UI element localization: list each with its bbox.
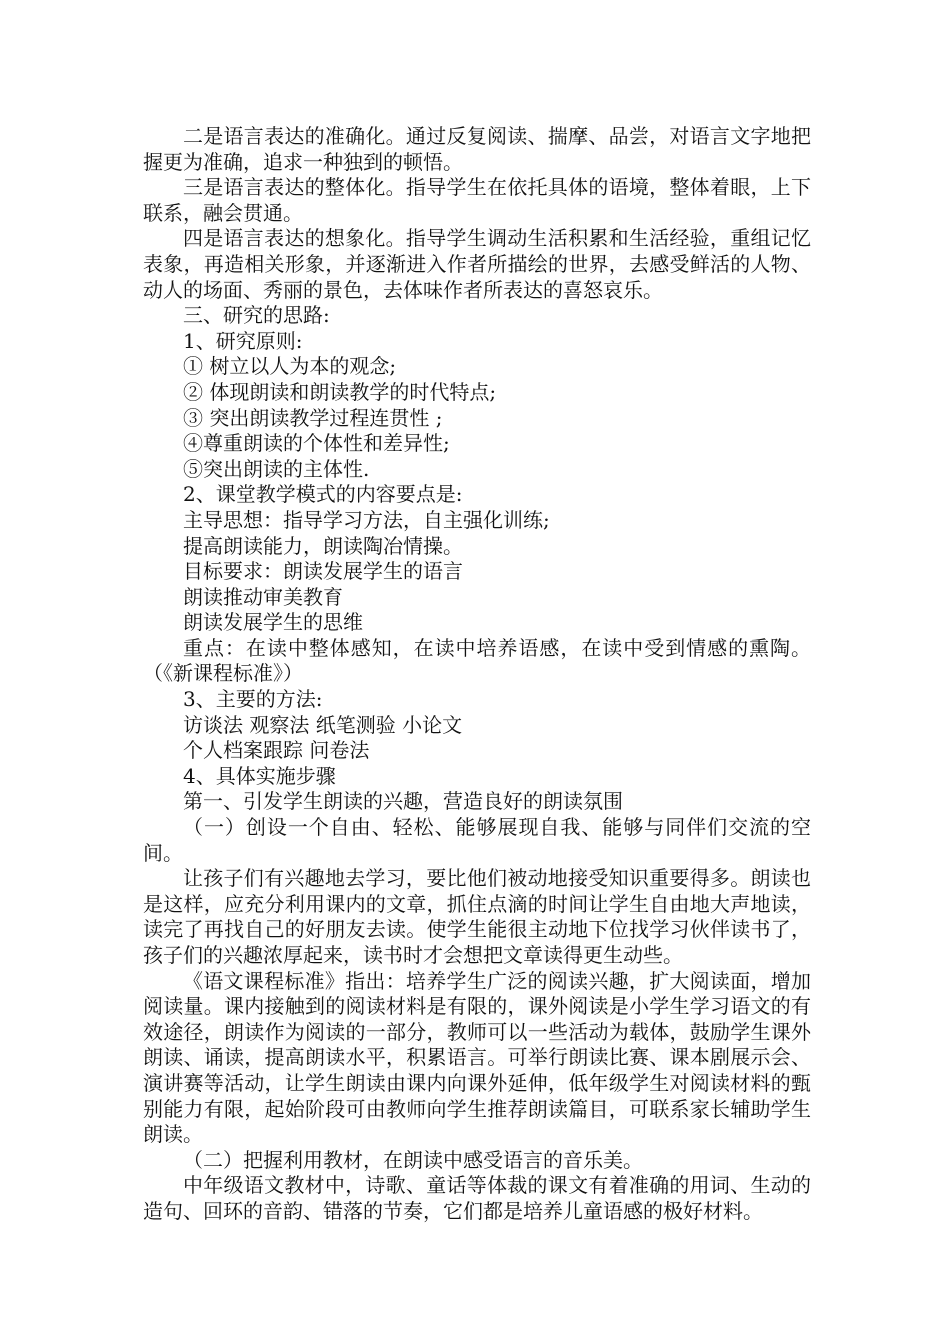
paragraph: 三是语言表达的整体化。指导学生在依托具体的语境，整体着眼，上下联系，融会贯通。 [143, 175, 811, 225]
list-item: ④尊重朗读的个体性和差异性; [183, 431, 450, 456]
paragraph: （一）创设一个自由、轻松、能够展现自我、能够与同伴们交流的空间。 [143, 815, 811, 865]
text-line: 提高朗读能力，朗读陶冶情操。 [183, 533, 463, 558]
list-item: ② 体现朗读和朗读教学的时代特点; [183, 379, 497, 404]
list-item: ③ 突出朗读教学过程连贯性 ; [183, 405, 443, 430]
subsection-heading: 2、课堂教学模式的内容要点是: [183, 482, 463, 507]
text-line: 朗读推动审美教育 [183, 584, 343, 609]
list-item: ⑤突出朗读的主体性. [183, 456, 370, 481]
text-line: 访谈法 观察法 纸笔测验 小论文 [183, 712, 463, 737]
text-line: 朗读发展学生的思维 [183, 610, 363, 635]
paragraph: 二是语言表达的准确化。通过反复阅读、揣摩、品尝，对语言文字地把握更为准确，追求一种独到的顿悟。 [143, 124, 811, 174]
paragraph: 中年级语文教材中，诗歌、童话等体裁的课文有着准确的用词、生动的造句、回环的音韵、错落的节奏，它们都是培养儿童语感的极好材料。 [143, 1173, 811, 1223]
text-line: 个人档案跟踪 问卷法 [183, 738, 370, 763]
paragraph: 四是语言表达的想象化。指导学生调动生活积累和生活经验，重组记忆表象，再造相关形象，并逐渐进入作者所描绘的世界，去感受鲜活的人物、动人的场面、秀丽的景色，去体味作者所表达的喜怒哀乐。 [143, 226, 811, 302]
subsection-heading: 3、主要的方法: [183, 687, 323, 712]
paragraph: 让孩子们有兴趣地去学习，要比他们被动地接受知识重要得多。朗读也是这样，应充分利用课内的文章，抓住点滴的时间让学生自由地大声地读，读完了再找自己的好朋友去读。使学生能很主动地下位找学习伙伴读书了，孩子们的兴趣浓厚起来，读书时才会想把文章读得更生动些。 [143, 866, 811, 967]
list-item: ① 树立以人为本的观念; [183, 354, 397, 379]
text-line: （二）把握利用教材，在朗读中感受语言的音乐美。 [183, 1147, 643, 1172]
step-heading: 第一、引发学生朗读的兴趣，营造良好的朗读氛围 [183, 789, 623, 814]
text-line: 主导思想：指导学习方法，自主强化训练; [183, 507, 550, 532]
text-line: 目标要求：朗读发展学生的语言 [183, 559, 463, 584]
paragraph: 重点：在读中整体感知，在读中培养语感，在读中受到情感的熏陶。（《新课程标准》） [143, 635, 811, 686]
subsection-heading: 1、研究原则: [183, 328, 303, 353]
document-body [143, 124, 811, 1225]
section-heading: 三、研究的思路: [183, 303, 330, 328]
paragraph: 《语文课程标准》指出：培养学生广泛的阅读兴趣，扩大阅读面，增加阅读量。课内接触到的阅读材料是有限的，课外阅读是小学生学习语文的有效途径，朗读作为阅读的一部分，教师可以一些活动为载体，鼓励学生课外朗读、诵读，提高朗读水平，积累语言。可举行朗读比赛、课本剧展示会、演讲赛等活动，让学生朗读由课内向课外延伸，低年级学生对阅读材料的甄别能力有限，起始阶段可由教师向学生推荐朗读篇目，可联系家长辅助学生朗读。 [143, 968, 811, 1147]
subsection-heading: 4、具体实施步骤 [183, 763, 336, 788]
